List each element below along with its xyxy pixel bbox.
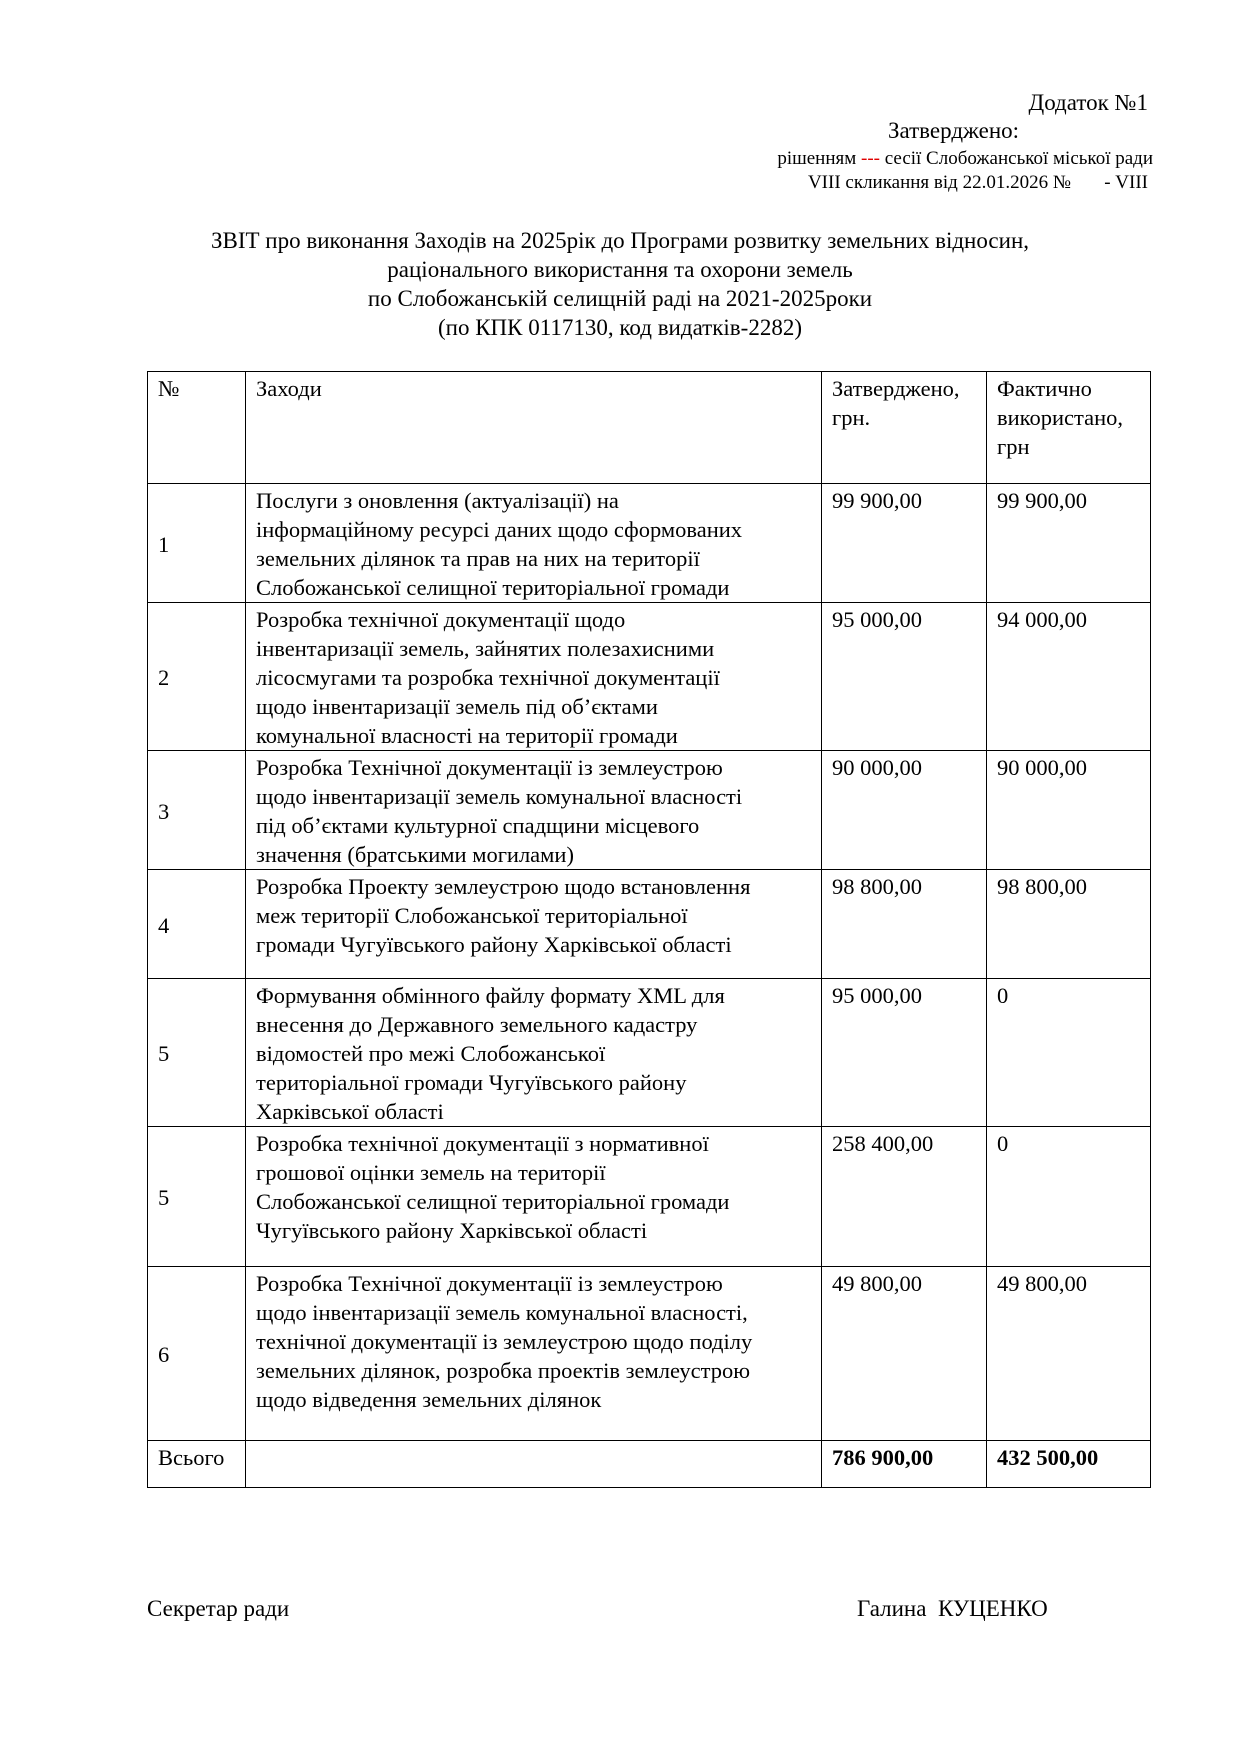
title-line: ЗВІТ про виконання Заходів на 2025рік до Програми розвитку земельних відносин,: [210, 228, 1030, 253]
decision-suffix: сесії Слобожанської міської ради: [884, 148, 1153, 169]
measure-line: щодо інвентаризації земель під об’єктами: [256, 694, 658, 719]
row-actual: 0: [987, 1127, 1151, 1267]
table-row: [148, 870, 1151, 979]
measure-line: земельних ділянок, розробка проектів землеустрою: [256, 1358, 751, 1383]
header-no: №: [148, 372, 246, 484]
row-measure: [246, 979, 822, 1127]
measure-line: Слобожанської селищної територіальної громади: [256, 1189, 730, 1214]
row-number: 1: [148, 484, 246, 603]
measure-line: щодо відведення земельних ділянок: [256, 1387, 602, 1412]
row-actual: 90 000,00: [987, 751, 1151, 870]
row-approved: 258 400,00: [822, 1127, 987, 1267]
signature-name: Галина КУЦЕНКО: [857, 1596, 1048, 1621]
measure-line: земельних ділянок та прав на них на території: [256, 546, 700, 571]
total-empty: [246, 1441, 822, 1488]
table-row: [148, 484, 1151, 603]
decision-line: [777, 148, 1153, 170]
total-actual: 432 500,00: [987, 1441, 1151, 1488]
measure-line: відомостей про межі Слобожанської: [256, 1041, 606, 1066]
row-approved: 95 000,00: [822, 979, 987, 1127]
row-measure: [246, 870, 822, 979]
table-row: [148, 1127, 1151, 1267]
measure-line: Розробка Технічної документації із землеустрою: [256, 1271, 723, 1296]
header-measures: Заходи: [246, 372, 822, 484]
measure-line: під об’єктами культурної спадщини місцевого: [256, 813, 700, 838]
total-approved: 786 900,00: [822, 1441, 987, 1488]
title-line: по Слобожанській селищній раді на 2021-2025роки: [367, 286, 873, 311]
measure-line: значення (братськими могилами): [256, 842, 574, 867]
measure-line: комунальної власності на території громади: [256, 723, 678, 748]
header-approved: Затверджено, грн.: [822, 372, 987, 484]
table-header-row: [148, 372, 1151, 484]
row-measure: [246, 484, 822, 603]
total-label: Всього: [148, 1441, 246, 1488]
row-actual: 0: [987, 979, 1151, 1127]
title-line: раціонального використання та охорони земель: [387, 257, 853, 282]
row-actual: 98 800,00: [987, 870, 1151, 979]
measure-line: Розробка Проекту землеустрою щодо встановлення: [256, 874, 751, 899]
measure-line: технічної документації із землеустрою щодо поділу: [256, 1329, 753, 1354]
measure-line: громади Чугуївського району Харківської області: [256, 932, 732, 957]
measure-line: щодо інвентаризації земель комунальної власності,: [256, 1300, 748, 1325]
measure-line: лісосмугами та розробка технічної документації: [256, 665, 720, 690]
measure-line: внесення до Державного земельного кадастру: [256, 1012, 698, 1037]
measure-line: Розробка технічної документації щодо: [256, 607, 626, 632]
measure-line: інвентаризації земель, зайнятих полезахисними: [256, 636, 715, 661]
measure-line: грошової оцінки земель на території: [256, 1160, 606, 1185]
row-measure: [246, 1267, 822, 1441]
title-line: (по КПК 0117130, код видатків-2282): [438, 315, 802, 340]
measure-line: щодо інвентаризації земель комунальної власності: [256, 784, 743, 809]
total-row: [148, 1441, 1151, 1488]
row-measure: [246, 751, 822, 870]
row-actual: 99 900,00: [987, 484, 1151, 603]
measure-line: Формування обмінного файлу формату XML для: [256, 983, 725, 1008]
row-measure: [246, 1127, 822, 1267]
measure-line: Харківської області: [256, 1099, 444, 1124]
row-measure: [246, 603, 822, 751]
decision-prefix: рішенням: [777, 148, 857, 169]
measure-line: Слобожанської селищної територіальної громади: [256, 575, 730, 600]
measures-table: [147, 371, 1151, 1488]
row-number: 5: [148, 1127, 246, 1267]
measure-line: Розробка Технічної документації із землеустрою: [256, 755, 723, 780]
row-approved: 90 000,00: [822, 751, 987, 870]
report-title: [0, 226, 1240, 342]
table-row: [148, 979, 1151, 1127]
row-approved: 49 800,00: [822, 1267, 987, 1441]
row-number: 3: [148, 751, 246, 870]
row-actual: 49 800,00: [987, 1267, 1151, 1441]
approved-label: Затверджено:: [888, 118, 1020, 143]
signature-position: Секретар ради: [147, 1596, 290, 1621]
measure-line: Чугуївського району Харківської області: [256, 1218, 648, 1243]
measure-line: територіальної громади Чугуївського району: [256, 1070, 687, 1095]
measure-line: інформаційному ресурсі даних щодо сформованих: [256, 517, 743, 542]
table-row: [148, 751, 1151, 870]
convocation-line: VIII скликання від 22.01.2026 № - VIII: [807, 172, 1148, 193]
table-row: [148, 1267, 1151, 1441]
row-number: 6: [148, 1267, 246, 1441]
row-approved: 99 900,00: [822, 484, 987, 603]
appendix-label: Додаток №1: [1028, 90, 1148, 115]
row-approved: 95 000,00: [822, 603, 987, 751]
header-actual: Фактично використано, грн: [987, 372, 1151, 484]
measure-line: меж території Слобожанської територіальної: [256, 903, 688, 928]
row-number: 4: [148, 870, 246, 979]
session-number-placeholder: ---: [861, 148, 880, 169]
measure-line: Розробка технічної документації з нормативної: [256, 1131, 709, 1156]
row-number: 2: [148, 603, 246, 751]
row-actual: 94 000,00: [987, 603, 1151, 751]
measure-line: Послуги з оновлення (актуалізації) на: [256, 488, 619, 513]
row-approved: 98 800,00: [822, 870, 987, 979]
table-row: [148, 603, 1151, 751]
row-number: 5: [148, 979, 246, 1127]
